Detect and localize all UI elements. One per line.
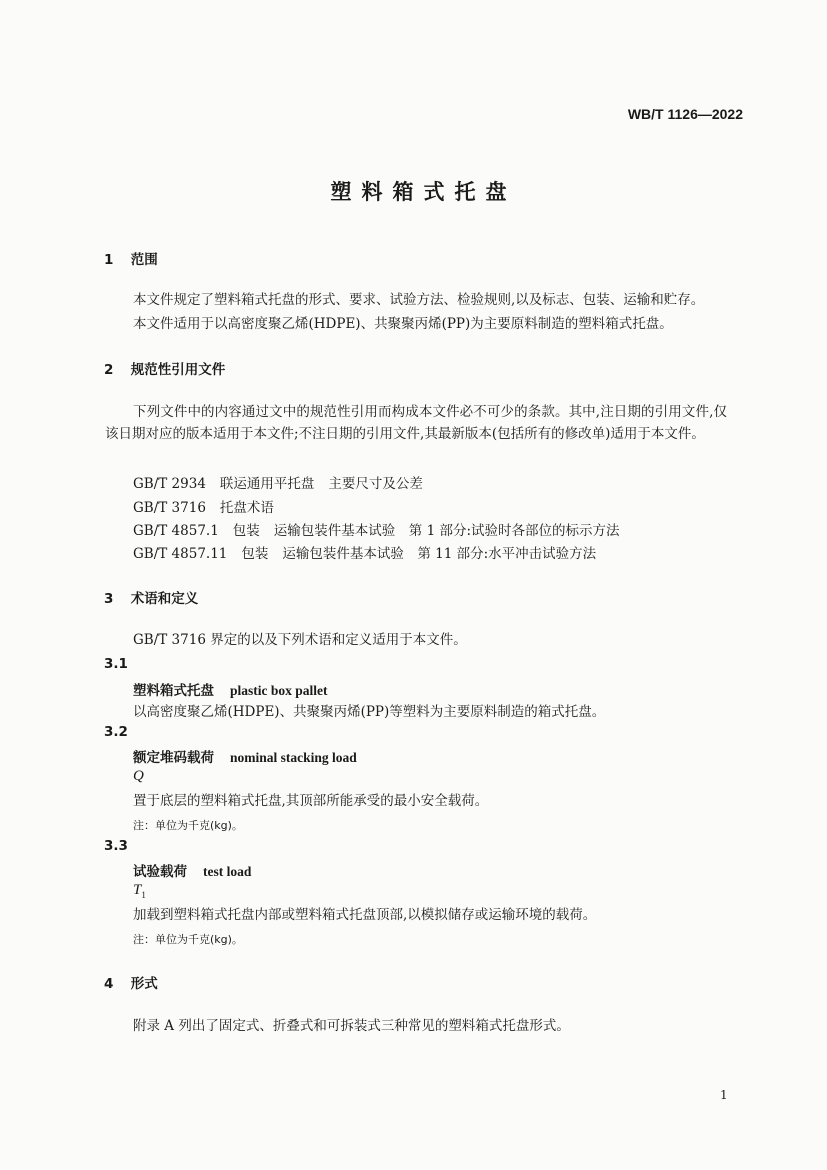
section-title: 规范性引用文件 — [130, 362, 226, 378]
term-symbol — [133, 768, 144, 785]
section-number: 2 — [104, 362, 114, 378]
term-note: 注：单位为千克(kg)。 — [133, 819, 243, 832]
term-definition: 置于底层的塑料箱式托盘,其顶部所能承受的最小安全载荷。 — [133, 793, 489, 809]
term-chinese: 塑料箱式托盘 — [133, 683, 214, 699]
section-3-heading — [104, 587, 198, 607]
reference-subtitle: 运输包装件基本试验 第 11 部分:水平冲击试验方法 — [282, 546, 597, 562]
reference-item — [133, 519, 620, 539]
reference-code: GB/T 4857.11 — [133, 546, 228, 562]
section-1-paragraph-1: 本文件规定了塑料箱式托盘的形式、要求、试验方法、检验规则,以及标志、包装、运输和贮存。 — [133, 292, 705, 308]
term-number: 3.1 — [104, 656, 128, 672]
term-symbol — [133, 882, 146, 900]
reference-title: 包装 — [241, 546, 269, 562]
reference-code: GB/T 3716 — [133, 500, 206, 516]
term-definition: 加载到塑料箱式托盘内部或塑料箱式托盘顶部,以模拟储存或运输环境的载荷。 — [133, 907, 597, 923]
term-heading — [133, 860, 251, 880]
term-english: nominal stacking load — [230, 750, 357, 765]
term-definition: 以高密度聚乙烯(HDPE)、共聚聚丙烯(PP)等塑料为主要原料制造的箱式托盘。 — [133, 704, 606, 720]
reference-title: 联运通用平托盘 — [219, 476, 315, 492]
term-heading — [133, 679, 328, 699]
term-heading — [133, 746, 357, 766]
reference-title: 托盘术语 — [219, 500, 274, 516]
term-english: test load — [203, 864, 252, 879]
reference-subtitle: 运输包装件基本试验 第 1 部分:试验时各部位的标示方法 — [273, 523, 620, 539]
term-number: 3.3 — [104, 838, 128, 854]
reference-item — [133, 496, 288, 516]
section-1-heading — [104, 248, 158, 268]
section-4-paragraph: 附录 A 列出了固定式、折叠式和可拆装式三种常见的塑料箱式托盘形式。 — [133, 1018, 570, 1034]
section-number: 3 — [104, 591, 114, 607]
reference-item — [133, 542, 596, 562]
reference-title: 包装 — [232, 523, 260, 539]
section-number: 4 — [104, 976, 114, 992]
section-2-heading — [104, 358, 225, 378]
section-title: 范围 — [130, 252, 158, 268]
section-1-paragraph-2: 本文件适用于以高密度聚乙烯(HDPE)、共聚聚丙烯(PP)为主要原料制造的塑料箱式托盘。 — [133, 316, 673, 332]
document-title: 塑料箱式托盘 — [330, 180, 517, 204]
section-3-intro: GB/T 3716 界定的以及下列术语和定义适用于本文件。 — [133, 632, 467, 648]
section-2-intro: 下列文件中的内容通过文中的规范性引用而构成本文件必不可少的条款。其中,注日期的引用文件,仅该日期对应的版本适用于本文件;不注日期的引用文件,其最新版本(包括所有的修改单)适用于本文件。 — [105, 404, 727, 442]
reference-code: GB/T 4857.1 — [133, 523, 219, 539]
page-number: 1 — [720, 1088, 728, 1102]
symbol-subscript: 1 — [141, 890, 146, 900]
symbol-letter: T — [133, 882, 142, 898]
term-note: 注：单位为千克(kg)。 — [133, 933, 243, 946]
section-4-heading — [104, 972, 158, 992]
section-title: 术语和定义 — [130, 591, 199, 607]
section-number: 1 — [104, 252, 114, 268]
term-number: 3.2 — [104, 724, 128, 740]
term-english: plastic box pallet — [230, 683, 328, 698]
term-chinese: 试验载荷 — [133, 864, 187, 880]
reference-subtitle: 主要尺寸及公差 — [328, 476, 423, 492]
symbol-letter: Q — [133, 768, 144, 784]
reference-code: GB/T 2934 — [133, 476, 206, 492]
term-chinese: 额定堆码载荷 — [133, 750, 214, 766]
section-title: 形式 — [130, 976, 158, 992]
standard-number: WB/T 1126—2022 — [627, 106, 743, 122]
reference-item — [133, 472, 423, 492]
